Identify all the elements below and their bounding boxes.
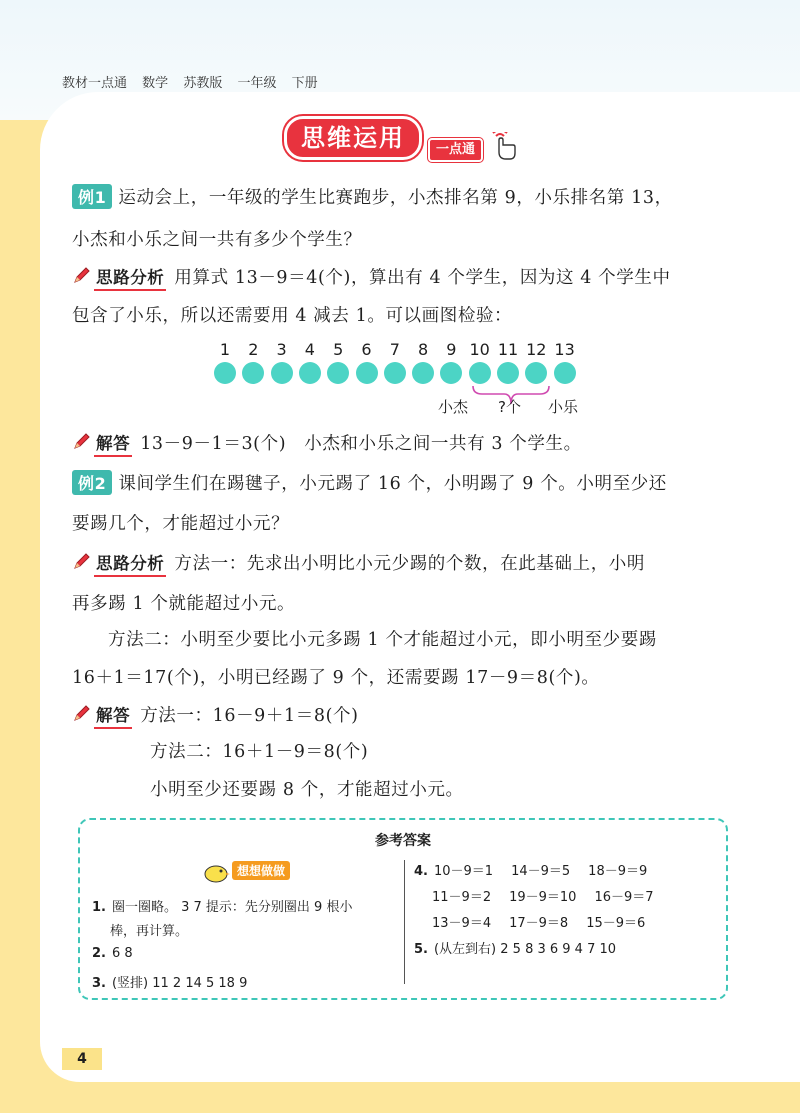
- number-dot: [384, 362, 406, 384]
- answer-q5: [414, 938, 616, 957]
- q1-number: 1.: [92, 900, 106, 915]
- answer-q1-line2: 棒，再计算。: [110, 924, 189, 939]
- number-label: 5: [333, 340, 344, 359]
- pointing-hand-icon: [490, 132, 518, 162]
- example1-analysis-line1: [72, 264, 671, 289]
- q4-item: 10－9＝1: [433, 864, 494, 879]
- answer-tag: [72, 702, 130, 726]
- q4-item: 19－9＝10: [509, 890, 577, 905]
- q3-text: (竖排) 11 2 14 5 18 9: [111, 976, 248, 991]
- number-dot: [242, 362, 264, 384]
- q4-item: 14－9＝5: [511, 864, 571, 879]
- analysis-tag-label: 思路分析: [96, 554, 165, 573]
- answer-q1-line1: [92, 896, 352, 915]
- header-grade: 一年级: [237, 76, 277, 91]
- example2-answer-text1: 方法一：16－9＋1＝8(个): [140, 706, 359, 726]
- q5-text: (从左到右) 2 5 8 3 6 9 4 7 10: [433, 942, 617, 957]
- number-dot: [440, 362, 462, 384]
- example2-text1: 课间学生们在踢毽子，小元踢了 16 个，小明踢了 9 个。小明至少还: [118, 474, 667, 494]
- answer-tag: [72, 430, 130, 454]
- example2-answer-line1: [72, 702, 359, 727]
- think-label: 想想做做: [232, 861, 290, 880]
- header-series: 教材一点通: [62, 76, 128, 91]
- q3-number: 3.: [92, 976, 106, 991]
- answer-q4-row3: [432, 912, 645, 931]
- pencil-icon: [72, 703, 92, 723]
- analysis-tag-label: 思路分析: [96, 268, 165, 287]
- answer-q4-row2: [432, 886, 654, 905]
- example1-answer-line: [72, 430, 582, 455]
- number-label: 10: [469, 340, 490, 359]
- example1-answer-text: 13－9－1＝3(个) 小杰和小乐之间一共有 3 个学生。: [140, 434, 582, 454]
- number-label: 1: [219, 340, 231, 359]
- example2-analysis-line4: 16＋1＝17(个)，小明已经踢了 9 个，还需要踢 17－9＝8(个)。: [72, 668, 600, 688]
- number-label: 7: [389, 340, 400, 359]
- reference-answers-box: [78, 818, 728, 1000]
- number-dot: [412, 362, 434, 384]
- example1-analysis-line2: 包含了小乐，所以还需要用 4 减去 1。可以画图检验：: [72, 306, 513, 326]
- number-dot: [497, 362, 519, 384]
- answer-q3: [92, 972, 247, 991]
- section-title-tag: 一点通: [428, 138, 483, 162]
- header-edition: 苏教版: [183, 76, 223, 91]
- example2-analysis-line2: 再多踢 1 个就能超过小元。: [72, 594, 296, 614]
- number-label: 6: [361, 340, 372, 359]
- example1-text1: 运动会上，一年级的学生比赛跑步，小杰排名第 9，小乐排名第 13，: [118, 188, 673, 208]
- q4-item: 18－9＝9: [588, 864, 648, 879]
- example1-line1: [72, 184, 673, 209]
- example2-answer-line2: 方法二：16＋1－9＝8(个): [150, 742, 369, 762]
- q1-text-a: 圈一圈略。 3 7 提示：先分别圈出 9 根小: [111, 900, 353, 915]
- example2-analysis-line1: [72, 550, 645, 575]
- pencil-icon: [72, 265, 92, 285]
- think-label-wrap: [202, 860, 322, 884]
- example2-line1: [72, 470, 667, 495]
- section-title-badge: 思维运用: [284, 116, 422, 160]
- number-label: 12: [526, 340, 547, 359]
- pencil-icon: [72, 431, 92, 451]
- number-label: 2: [248, 340, 259, 359]
- example2-analysis-line3: 方法二：小明至少要比小元多踢 1 个才能超过小元，即小明至少要踢: [108, 630, 657, 650]
- number-label: 4: [304, 340, 315, 359]
- number-dot: [554, 362, 576, 384]
- number-label: 9: [446, 340, 457, 359]
- book-header: [62, 72, 329, 91]
- label-unknown-count: ?个: [498, 398, 521, 416]
- answers-divider: [404, 860, 405, 984]
- answer-q4-row1: [414, 860, 647, 879]
- q4-item: 13－9＝4: [432, 916, 492, 931]
- analysis-tag: [72, 264, 164, 288]
- number-label: 13: [554, 340, 575, 359]
- example1-analysis-text1: 用算式 13－9＝4(个)，算出有 4 个学生，因为这 4 个学生中: [174, 268, 671, 288]
- q2-number: 2.: [92, 946, 106, 961]
- number-dot: [525, 362, 547, 384]
- q4-item: 16－9＝7: [594, 890, 654, 905]
- number-label: 3: [276, 340, 287, 359]
- number-dot: [299, 362, 321, 384]
- header-subject: 数学: [142, 76, 169, 91]
- example2-badge: 例2: [72, 470, 112, 495]
- number-dot: [271, 362, 293, 384]
- example2-answer-line3: 小明至少还要踢 8 个，才能超过小元。: [150, 780, 464, 800]
- number-dot: [469, 362, 491, 384]
- section-title: [284, 116, 524, 160]
- number-dot: [327, 362, 349, 384]
- reference-answers-title: 参考答案: [375, 833, 431, 849]
- q4-item: 17－9＝8: [509, 916, 569, 931]
- example1-badge: 例1: [72, 184, 112, 209]
- number-dot: [214, 362, 236, 384]
- number-label: 11: [497, 340, 519, 359]
- answer-q2: [92, 946, 133, 961]
- label-xiaojie: 小杰: [438, 398, 469, 416]
- q4-item: 11－9＝2: [432, 890, 492, 905]
- bird-icon: [202, 860, 230, 884]
- q4-number: 4.: [414, 864, 428, 879]
- example2-analysis-text1: 方法一：先求出小明比小元少踢的个数，在此基础上，小明: [174, 554, 646, 574]
- label-xiaole: 小乐: [548, 398, 579, 416]
- number-dot: [356, 362, 378, 384]
- number-label: 8: [418, 340, 429, 359]
- number-line-diagram: [210, 340, 610, 420]
- analysis-tag: [72, 550, 164, 574]
- q2-text: 6 8: [111, 946, 133, 961]
- answer-tag-label: 解答: [96, 706, 131, 725]
- example2-line2: 要踢几个，才能超过小元？: [72, 514, 290, 534]
- q5-number: 5.: [414, 942, 428, 957]
- answer-tag-label: 解答: [96, 434, 131, 453]
- header-volume: 下册: [291, 76, 318, 91]
- q4-item: 15－9＝6: [586, 916, 646, 931]
- pencil-icon: [72, 551, 92, 571]
- page-number: 4: [62, 1048, 102, 1070]
- example1-line2: 小杰和小乐之间一共有多少个学生？: [72, 230, 362, 250]
